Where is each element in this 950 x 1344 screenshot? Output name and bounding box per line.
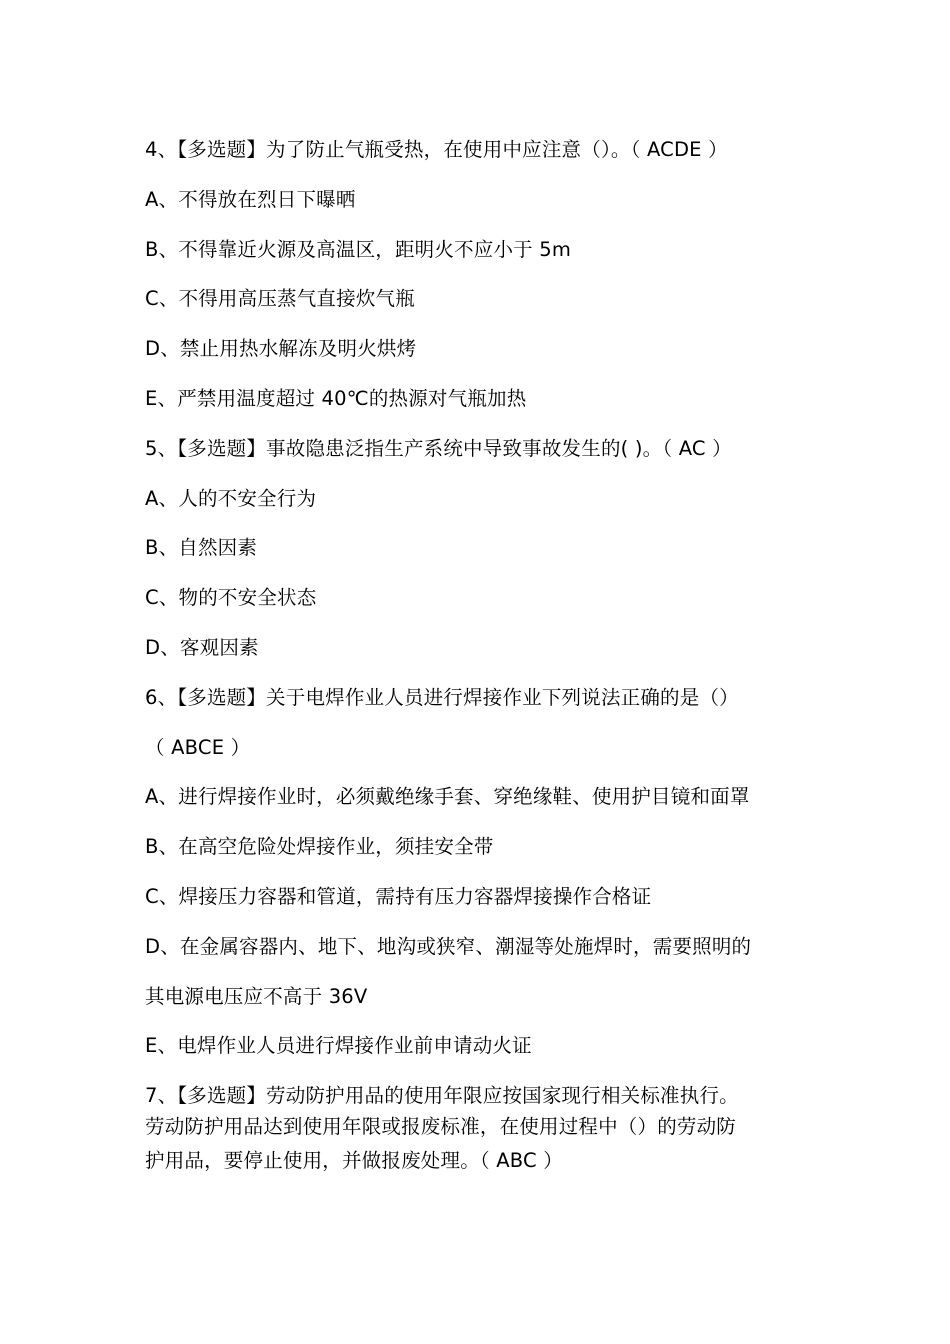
question-6-option-a: A、进行焊接作业时，必须戴绝缘手套、穿绝缘鞋、使用护目镜和面罩 [145,785,750,809]
question-list [145,130,815,1178]
question-5-option-d: D、客观因素 [145,635,259,659]
question-5-option-b: B、自然因素 [145,536,258,560]
question-6-option-d-continued: 其电源电压应不高于 36V [145,984,368,1008]
question-4-option-a: A、不得放在烈日下曝晒 [145,187,356,211]
question-7-stem-line-3: 护用品，要停止使用，并做报废处理。（ ABC ） [145,1149,563,1173]
question-6-option-d: D、在金属容器内、地下、地沟或狭窄、潮湿等处施焊时，需要照明的 [145,934,752,958]
question-6-option-c: C、焊接压力容器和管道，需持有压力容器焊接操作合格证 [145,884,652,908]
question-5-option-c: C、物的不安全状态 [145,586,317,610]
question-4-option-b: B、不得靠近火源及高温区，距明火不应小于 5m [145,237,572,261]
question-5-option-a: A、人的不安全行为 [145,486,317,510]
question-5-stem: 5、【多选题】事故隐患泛指生产系统中导致事故发生的( )。（ AC ） [145,436,732,460]
question-4-option-c: C、不得用高压蒸气直接炊气瓶 [145,287,415,311]
question-6-option-e: E、电焊作业人员进行焊接作业前申请动火证 [145,1034,532,1058]
question-6-answer: （ ABCE ） [145,735,251,759]
question-6-stem: 6、【多选题】关于电焊作业人员进行焊接作业下列说法正确的是（） [145,685,739,709]
question-7-stem: 7、【多选题】劳动防护用品的使用年限应按国家现行相关标准执行。 [145,1084,739,1108]
question-4-option-e: E、严禁用温度超过 40℃的热源对气瓶加热 [145,386,527,410]
question-4-option-d: D、禁止用热水解冻及明火烘烤 [145,337,417,361]
question-4-stem: 4、【多选题】为了防止气瓶受热，在使用中应注意（）。（ ACDE ） [145,138,728,161]
question-7-stem-line-2: 劳动防护用品达到使用年限或报废标准，在使用过程中（）的劳动防 [145,1115,737,1139]
question-6-option-b: B、在高空危险处焊接作业，须挂安全带 [145,835,494,859]
